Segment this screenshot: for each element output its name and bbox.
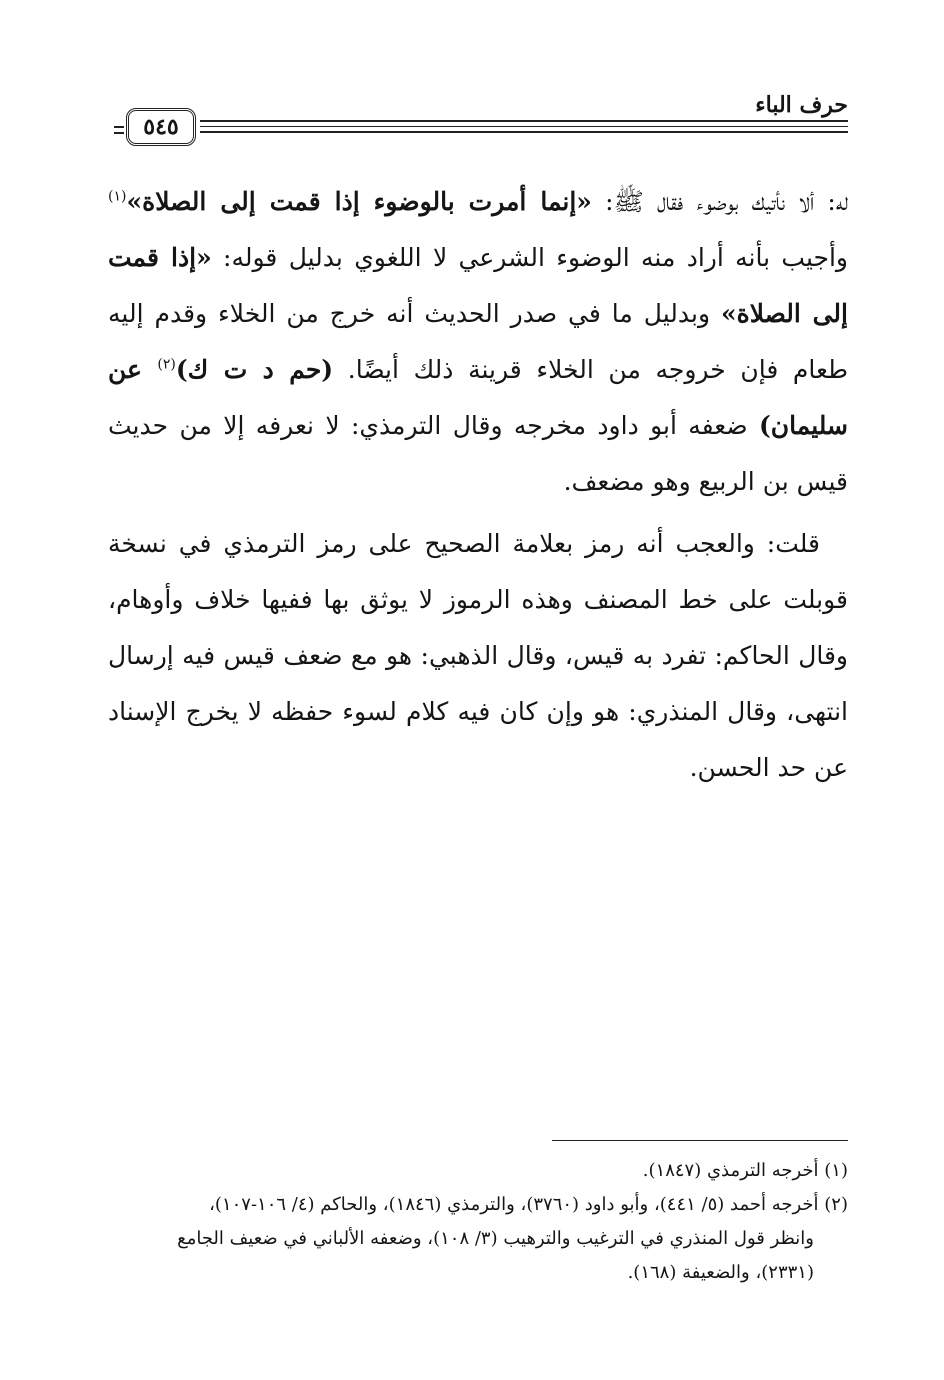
footnote-separator <box>552 1140 848 1141</box>
source-sigla: (حم د ت ك) <box>175 355 334 384</box>
text-span: ضعفه أبو داود مخرجه وقال الترمذي: لا نعرفه إلا من حديث قيس بن الربيع وهو مضعف. <box>108 411 848 496</box>
main-text <box>108 174 848 796</box>
footnote-ref-1[interactable]: (١) <box>108 188 127 205</box>
footnote-1: (١) أخرجه الترمذي (١٨٤٧). <box>642 1160 848 1181</box>
footnote-ref-2[interactable]: (٢) <box>157 356 176 373</box>
header-rule <box>200 118 848 136</box>
narrator: عن سليمان) <box>108 355 848 440</box>
text-span: وبدليل ما في صدر الحديث أنه خرج من الخلاء وقدم إليه طعام فإن خروجه من الخلاء قرينة ذلك أيضًا. <box>108 299 848 384</box>
text-span: وأجيب بأنه أراد منه الوضوء الشرعي لا اللغوي بدليل قوله: <box>211 243 848 272</box>
footnotes <box>108 1154 848 1290</box>
header-rule-end <box>114 126 124 128</box>
hadith-quote: «إذا قمت إلى الصلاة» <box>108 243 848 328</box>
page-number: ٥٤٥ <box>126 108 196 146</box>
header-rule-end <box>114 132 124 134</box>
chapter-title: حرف الباء <box>755 92 848 118</box>
footnote-2-continued: وانظر قول المنذري في الترغيب والترهيب (٣/ ١٠٨)، وضعفه الألباني في ضعيف الجامع <box>177 1228 814 1249</box>
footnote-2-continued: (٢٣٣١)، والضعيفة (١٦٨). <box>627 1262 814 1283</box>
paragraph-2: قلت: والعجب أنه رمز بعلامة الصحيح على رمز الترمذي في نسخة قوبلت على خط المصنف وهذه الرموز لا يوثق بها ففيها خلاف وأوهام، وقال الحاكم: تفرد به قيس، وقال الذهبي: هو مع ضعف قيس فيه إرسال انتهى، وقال المنذري: هو وإن كان فيه كلام لسوء حفظه لا يخرج الإسناد عن حد الحسن. <box>108 529 848 782</box>
hadith-quote: «إنما أمرت بالوضوء إذا قمت إلى الصلاة» <box>126 187 592 216</box>
footnote-2: (٢) أخرجه أحمد (٥/ ٤٤١)، وأبو داود (٣٧٦٠)، والترمذي (١٨٤٦)، والحاكم (٤/ ١٠٦-١٠٧)، <box>209 1194 848 1215</box>
paragraph-1 <box>108 174 848 510</box>
text-span: له: ألا نأتيك بوضوء فقال ﷺ: <box>591 187 848 216</box>
